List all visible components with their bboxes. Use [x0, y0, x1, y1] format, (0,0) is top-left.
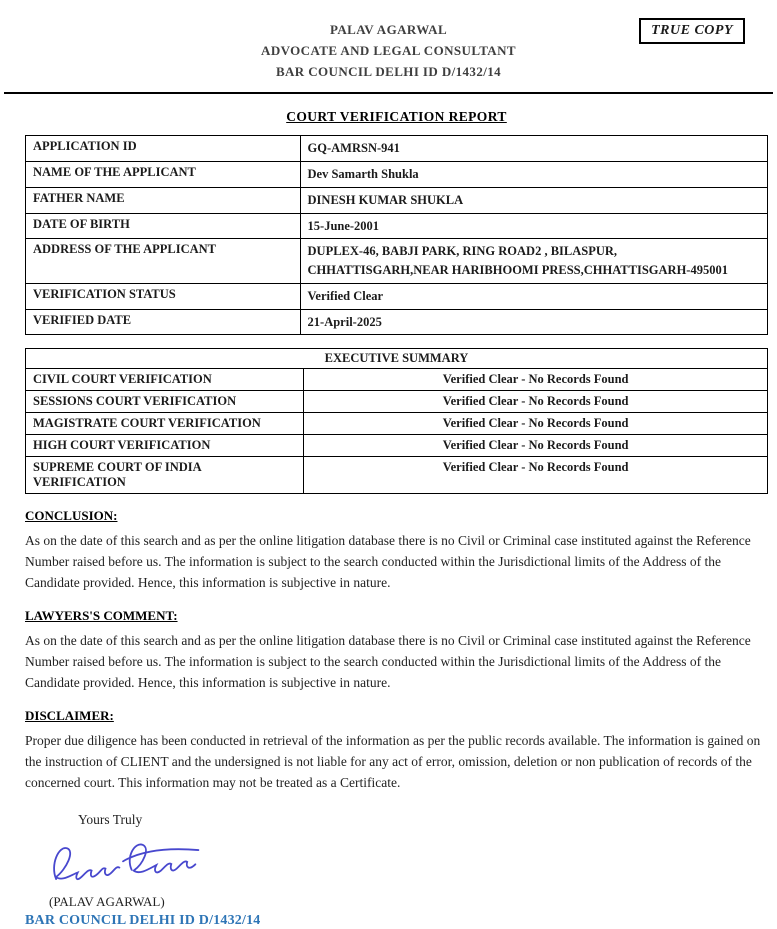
table-header-row [26, 349, 768, 369]
verification-result: Verified Clear - No Records Found [304, 457, 768, 494]
field-label: DATE OF BIRTH [26, 213, 301, 239]
section-lawyers-comment [25, 608, 768, 694]
table-row [26, 187, 768, 213]
table-row [26, 162, 768, 188]
table-row [26, 435, 768, 457]
section-heading: CONCLUSION: [25, 508, 118, 524]
field-value: Verified Clear [300, 283, 767, 309]
section-heading: DISCLAIMER: [25, 707, 114, 723]
verification-type: MAGISTRATE COURT VERIFICATION [26, 413, 304, 435]
section-body: As on the date of this search and as per the online litigation database there is no Civil or Criminal case instituted against the Reference Number raised before us. The information is subject to the search conducted within the Jurisdictional limits of the Address of the Candidate provided. Hence, this information is subjective in nature. [25, 633, 751, 690]
advocate-bar-id: BAR COUNCIL DELHI ID D/1432/14 [275, 63, 502, 79]
verification-type: HIGH COURT VERIFICATION [26, 435, 304, 457]
verification-result: Verified Clear - No Records Found [304, 413, 768, 435]
advocate-designation: ADVOCATE AND LEGAL CONSULTANT [261, 42, 516, 58]
section-conclusion [25, 508, 768, 594]
field-value: 15-June-2001 [300, 213, 767, 239]
verification-type: SESSIONS COURT VERIFICATION [26, 391, 304, 413]
field-label: APPLICATION ID [26, 136, 301, 162]
header-divider [4, 92, 773, 94]
report-body [0, 109, 777, 928]
field-label: NAME OF THE APPLICANT [26, 162, 301, 188]
field-value: Dev Samarth Shukla [300, 162, 767, 188]
verification-type: CIVIL COURT VERIFICATION [26, 369, 304, 391]
table-row [26, 391, 768, 413]
field-label: VERIFICATION STATUS [26, 283, 301, 309]
section-disclaimer [25, 708, 768, 794]
table-row [26, 239, 768, 284]
field-value: GQ-AMRSN-941 [300, 136, 767, 162]
table-row [26, 309, 768, 335]
table-row [26, 457, 768, 494]
applicant-details-table [25, 135, 768, 335]
verification-result: Verified Clear - No Records Found [304, 369, 768, 391]
verification-result: Verified Clear - No Records Found [304, 435, 768, 457]
footer-bar-id: BAR COUNCIL DELHI ID D/1432/14 [25, 912, 261, 928]
verification-result: Verified Clear - No Records Found [304, 391, 768, 413]
verification-type: SUPREME COURT OF INDIA VERIFICATION [26, 457, 304, 494]
yours-truly-text: Yours Truly [78, 811, 143, 827]
section-body: As on the date of this search and as per the online litigation database there is no Civil or Criminal case instituted against the Reference Number raised before us. The information is subject to the search conducted within the Jurisdictional limits of the Address of the Candidate provided. Hence, this information is subjective in nature. [25, 533, 751, 591]
section-body: Proper due diligence has been conducted in retrieval of the information as per the public records available. The information is gained on the instruction of CLIENT and the undersigned is not liable for any act of error, omission, deletion or non publication of records of the concerned court. This information may not be treated as a Certificate. [25, 732, 761, 790]
true-copy-stamp [639, 18, 745, 44]
field-label: ADDRESS OF THE APPLICANT [26, 239, 301, 284]
executive-summary-title: EXECUTIVE SUMMARY [26, 349, 768, 369]
table-row [26, 213, 768, 239]
true-copy-stamp-label: TRUE COPY [651, 23, 733, 38]
signatory-name: (PALAV AGARWAL) [49, 893, 165, 909]
field-value: DUPLEX-46, BABJI PARK, RING ROAD2 , BILASPUR, CHHATTISGARH,NEAR HARIBHOOMI PRESS,CHHATTISGARH-495001 [300, 239, 767, 284]
table-row [26, 136, 768, 162]
signature-block [43, 832, 768, 892]
field-label: FATHER NAME [26, 187, 301, 213]
field-value: 21-April-2025 [300, 309, 767, 335]
executive-summary-table [25, 348, 768, 494]
table-row [26, 283, 768, 309]
handwritten-signature-image [41, 826, 215, 896]
table-row [26, 369, 768, 391]
table-row [26, 413, 768, 435]
field-value: DINESH KUMAR SHUKLA [300, 187, 767, 213]
section-heading: LAWYERS'S COMMENT: [25, 608, 178, 624]
advocate-name: PALAV AGARWAL [329, 22, 448, 37]
report-title: COURT VERIFICATION REPORT [286, 109, 507, 125]
field-label: VERIFIED DATE [26, 309, 301, 335]
